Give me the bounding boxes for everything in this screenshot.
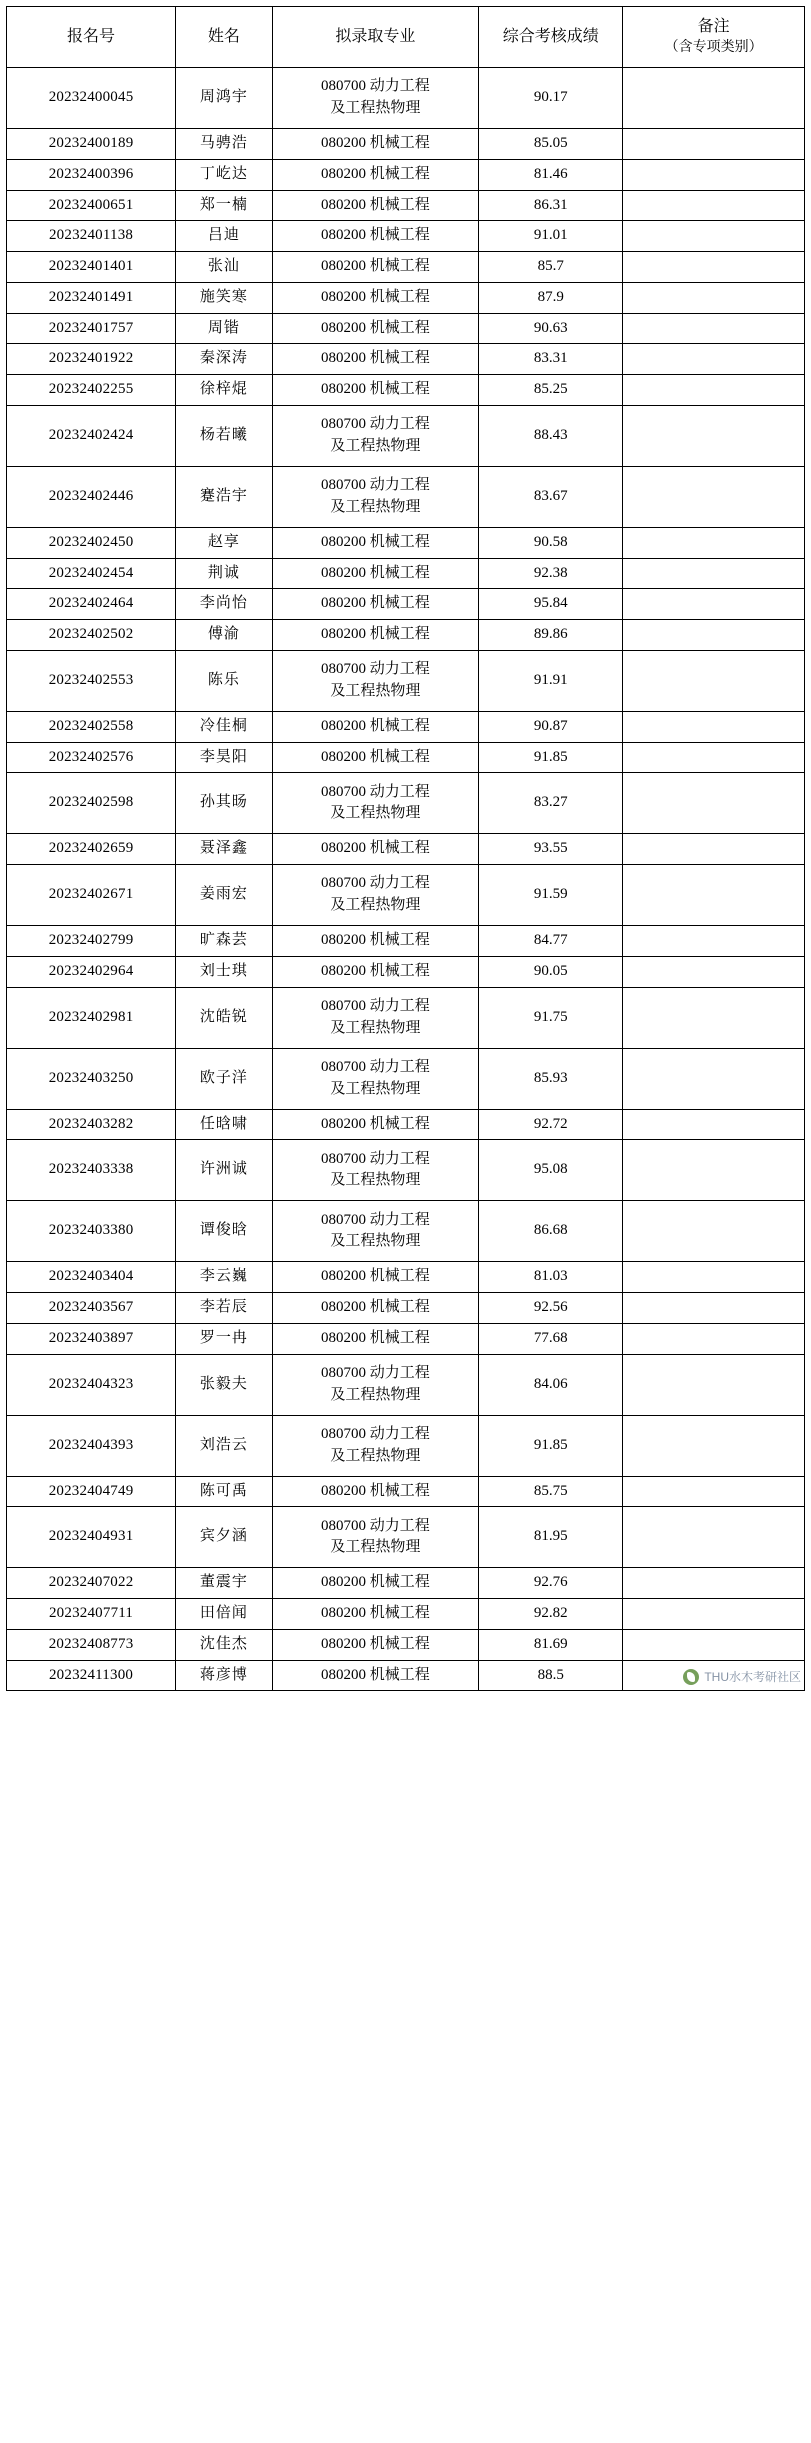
cell-student-name: 谭俊晗: [176, 1201, 272, 1262]
cell-note: [623, 1262, 805, 1293]
table-body: [7, 68, 805, 1691]
table-row: [7, 1262, 805, 1293]
cell-major: 080200 机械工程: [272, 375, 479, 406]
cell-note: [623, 405, 805, 466]
major-line-1: 080700 动力工程: [321, 1517, 430, 1534]
cell-note: [623, 68, 805, 129]
cell-registration-id: 20232402446: [7, 466, 176, 527]
table-row: [7, 1568, 805, 1599]
cell-note: [623, 313, 805, 344]
table-row: [7, 375, 805, 406]
cell-student-name: 马骋浩: [176, 129, 272, 160]
cell-student-name: 董震宇: [176, 1568, 272, 1599]
major-line-2: 及工程热物理: [330, 1172, 421, 1189]
table-row: [7, 773, 805, 834]
cell-student-name: 李尚怡: [176, 589, 272, 620]
cell-note: [623, 1660, 805, 1691]
cell-note: [623, 1629, 805, 1660]
cell-note: [623, 742, 805, 773]
cell-major: 080200 机械工程: [272, 620, 479, 651]
cell-major: 080200 机械工程: [272, 1262, 479, 1293]
cell-registration-id: 20232407022: [7, 1568, 176, 1599]
cell-score: 88.43: [479, 405, 623, 466]
cell-score: 85.25: [479, 375, 623, 406]
cell-major: [272, 1048, 479, 1109]
cell-score: 92.38: [479, 558, 623, 589]
cell-note: [623, 987, 805, 1048]
major-line-1: 080700 动力工程: [321, 875, 430, 892]
table-row: [7, 282, 805, 313]
cell-note: [623, 159, 805, 190]
cell-score: 95.84: [479, 589, 623, 620]
cell-note: [623, 344, 805, 375]
table-row: [7, 405, 805, 466]
table-row: [7, 344, 805, 375]
table-row: [7, 159, 805, 190]
cell-student-name: 沈皓锐: [176, 987, 272, 1048]
major-line-1: 080700 动力工程: [321, 416, 430, 432]
cell-score: 86.31: [479, 190, 623, 221]
table-row: [7, 558, 805, 589]
cell-student-name: 宾夕涵: [176, 1507, 272, 1568]
major-line-1: 080700 动力工程: [321, 1211, 430, 1228]
table-row: [7, 68, 805, 129]
cell-score: 85.7: [479, 252, 623, 283]
cell-registration-id: 20232403380: [7, 1201, 176, 1262]
cell-score: 84.06: [479, 1354, 623, 1415]
cell-student-name: 秦深涛: [176, 344, 272, 375]
major-line-2: 及工程热物理: [330, 100, 421, 116]
table-row: [7, 926, 805, 957]
cell-score: 83.31: [479, 344, 623, 375]
cell-score: 81.03: [479, 1262, 623, 1293]
cell-note: [623, 773, 805, 834]
major-line-1: 080700 动力工程: [321, 477, 430, 493]
cell-note: [623, 1476, 805, 1507]
cell-note: [623, 650, 805, 711]
cell-major: [272, 68, 479, 129]
cell-note: [623, 1354, 805, 1415]
cell-student-name: 旷森芸: [176, 926, 272, 957]
cell-major: 080200 机械工程: [272, 834, 479, 865]
cell-score: 91.85: [479, 1415, 623, 1476]
cell-student-name: 罗一冉: [176, 1323, 272, 1354]
cell-note: [623, 129, 805, 160]
major-line-2: 及工程热物理: [330, 805, 421, 822]
admission-results-table: [6, 6, 805, 1691]
cell-registration-id: 20232401757: [7, 313, 176, 344]
cell-major: [272, 1140, 479, 1201]
cell-note: [623, 956, 805, 987]
cell-major: 080200 机械工程: [272, 159, 479, 190]
cell-student-name: 蹇浩宇: [176, 466, 272, 527]
cell-registration-id: 20232402576: [7, 742, 176, 773]
major-line-1: 080700 动力工程: [321, 1150, 430, 1167]
cell-student-name: 荆诚: [176, 558, 272, 589]
cell-registration-id: 20232404323: [7, 1354, 176, 1415]
cell-score: 90.17: [479, 68, 623, 129]
table-row: [7, 1201, 805, 1262]
cell-score: 92.56: [479, 1293, 623, 1324]
major-line-2: 及工程热物理: [330, 1019, 421, 1036]
cell-registration-id: 20232403567: [7, 1293, 176, 1324]
table-row: [7, 1354, 805, 1415]
cell-major: 080200 机械工程: [272, 1568, 479, 1599]
cell-score: 90.63: [479, 313, 623, 344]
cell-registration-id: 20232402598: [7, 773, 176, 834]
cell-note: [623, 1507, 805, 1568]
column-header-major: 拟录取专业: [272, 7, 479, 68]
cell-major: 080200 机械工程: [272, 956, 479, 987]
table-row: [7, 1629, 805, 1660]
table-row: [7, 589, 805, 620]
table-row: [7, 1293, 805, 1324]
cell-student-name: 杨若曦: [176, 405, 272, 466]
table-row: [7, 1476, 805, 1507]
column-header-note: [623, 7, 805, 68]
cell-registration-id: 20232408773: [7, 1629, 176, 1660]
cell-score: 91.75: [479, 987, 623, 1048]
table-row: [7, 987, 805, 1048]
cell-note: [623, 1201, 805, 1262]
major-line-1: 080700 动力工程: [321, 783, 430, 800]
cell-student-name: 徐梓焜: [176, 375, 272, 406]
cell-major: 080200 机械工程: [272, 282, 479, 313]
cell-note: [623, 190, 805, 221]
table-row: [7, 620, 805, 651]
cell-score: 81.46: [479, 159, 623, 190]
cell-major: 080200 机械工程: [272, 344, 479, 375]
table-row: [7, 956, 805, 987]
cell-registration-id: 20232402671: [7, 865, 176, 926]
cell-registration-id: 20232404931: [7, 1507, 176, 1568]
cell-major: 080200 机械工程: [272, 129, 479, 160]
major-line-2: 及工程热物理: [330, 1386, 421, 1403]
cell-student-name: 任晗啸: [176, 1109, 272, 1140]
table-row: [7, 650, 805, 711]
cell-score: 91.91: [479, 650, 623, 711]
major-line-1: 080700 动力工程: [321, 78, 430, 95]
cell-note: [623, 466, 805, 527]
table-row: [7, 1415, 805, 1476]
cell-score: 85.93: [479, 1048, 623, 1109]
cell-major: 080200 机械工程: [272, 1109, 479, 1140]
major-line-2: 及工程热物理: [330, 437, 421, 454]
cell-score: 81.69: [479, 1629, 623, 1660]
cell-registration-id: 20232404749: [7, 1476, 176, 1507]
cell-student-name: 赵享: [176, 527, 272, 558]
cell-note: [623, 926, 805, 957]
cell-major: 080200 机械工程: [272, 1660, 479, 1691]
cell-student-name: 蒋彦博: [176, 1660, 272, 1691]
major-line-2: 及工程热物理: [330, 682, 421, 699]
cell-major: 080200 机械工程: [272, 926, 479, 957]
cell-score: 90.58: [479, 527, 623, 558]
cell-score: 85.75: [479, 1476, 623, 1507]
cell-major: [272, 1354, 479, 1415]
cell-major: 080200 机械工程: [272, 190, 479, 221]
table-row: [7, 313, 805, 344]
column-header-score: 综合考核成绩: [479, 7, 623, 68]
cell-note: [623, 1415, 805, 1476]
cell-score: 87.9: [479, 282, 623, 313]
cell-score: 81.95: [479, 1507, 623, 1568]
cell-student-name: 田倍闻: [176, 1599, 272, 1630]
cell-major: 080200 机械工程: [272, 589, 479, 620]
cell-score: 85.05: [479, 129, 623, 160]
cell-score: 77.68: [479, 1323, 623, 1354]
cell-registration-id: 20232404393: [7, 1415, 176, 1476]
cell-registration-id: 20232401491: [7, 282, 176, 313]
cell-student-name: 丁屹达: [176, 159, 272, 190]
cell-student-name: 张汕: [176, 252, 272, 283]
cell-student-name: 冷佳桐: [176, 711, 272, 742]
column-header-id: 报名号: [7, 7, 176, 68]
cell-major: [272, 1201, 479, 1262]
cell-major: 080200 机械工程: [272, 742, 479, 773]
cell-registration-id: 20232402799: [7, 926, 176, 957]
cell-registration-id: 20232402659: [7, 834, 176, 865]
cell-registration-id: 20232401138: [7, 221, 176, 252]
cell-major: 080200 机械工程: [272, 711, 479, 742]
cell-student-name: 周锴: [176, 313, 272, 344]
cell-major: 080200 机械工程: [272, 1629, 479, 1660]
cell-major: 080200 机械工程: [272, 252, 479, 283]
cell-student-name: 张毅夫: [176, 1354, 272, 1415]
cell-major: [272, 773, 479, 834]
table-row: [7, 252, 805, 283]
cell-note: [623, 865, 805, 926]
cell-registration-id: 20232400651: [7, 190, 176, 221]
cell-major: 080200 机械工程: [272, 527, 479, 558]
cell-student-name: 刘浩云: [176, 1415, 272, 1476]
cell-major: [272, 1507, 479, 1568]
cell-student-name: 姜雨宏: [176, 865, 272, 926]
cell-note: [623, 527, 805, 558]
cell-student-name: 施笑寒: [176, 282, 272, 313]
cell-registration-id: 20232401401: [7, 252, 176, 283]
cell-registration-id: 20232400396: [7, 159, 176, 190]
table-row: [7, 1660, 805, 1691]
cell-major: 080200 机械工程: [272, 1599, 479, 1630]
cell-major: 080200 机械工程: [272, 221, 479, 252]
cell-note: [623, 252, 805, 283]
cell-registration-id: 20232402502: [7, 620, 176, 651]
major-line-2: 及工程热物理: [330, 897, 421, 913]
table-row: [7, 1599, 805, 1630]
major-line-1: 080700 动力工程: [321, 661, 430, 677]
cell-registration-id: 20232403250: [7, 1048, 176, 1109]
cell-note: [623, 1323, 805, 1354]
cell-student-name: 陈乐: [176, 650, 272, 711]
cell-student-name: 傅渝: [176, 620, 272, 651]
cell-student-name: 吕迪: [176, 221, 272, 252]
cell-registration-id: 20232402255: [7, 375, 176, 406]
table-row: [7, 1140, 805, 1201]
cell-student-name: 沈佳杰: [176, 1629, 272, 1660]
cell-registration-id: 20232402464: [7, 589, 176, 620]
major-line-1: 080700 动力工程: [321, 1425, 430, 1442]
cell-registration-id: 20232401922: [7, 344, 176, 375]
cell-registration-id: 20232407711: [7, 1599, 176, 1630]
major-line-2: 及工程热物理: [330, 1080, 421, 1097]
cell-major: [272, 1415, 479, 1476]
cell-score: 95.08: [479, 1140, 623, 1201]
cell-score: 83.67: [479, 466, 623, 527]
cell-registration-id: 20232403282: [7, 1109, 176, 1140]
cell-score: 93.55: [479, 834, 623, 865]
cell-student-name: 许洲诚: [176, 1140, 272, 1201]
cell-registration-id: 20232402553: [7, 650, 176, 711]
cell-major: 080200 机械工程: [272, 1323, 479, 1354]
major-line-2: 及工程热物理: [330, 498, 421, 515]
table-row: [7, 527, 805, 558]
cell-major: 080200 机械工程: [272, 558, 479, 589]
cell-student-name: 李昊阳: [176, 742, 272, 773]
cell-score: 83.27: [479, 773, 623, 834]
column-header-note-sub: （含专项类别）: [664, 40, 763, 56]
watermark-label: THU水木考研社区: [704, 1670, 801, 1685]
cell-major: [272, 865, 479, 926]
cell-student-name: 聂泽鑫: [176, 834, 272, 865]
cell-student-name: 欧子洋: [176, 1048, 272, 1109]
cell-note: [623, 375, 805, 406]
cell-score: 90.05: [479, 956, 623, 987]
column-header-name: 姓名: [176, 7, 272, 68]
table-row: [7, 1048, 805, 1109]
cell-student-name: 李云巍: [176, 1262, 272, 1293]
cell-score: 86.68: [479, 1201, 623, 1262]
major-line-1: 080700 动力工程: [321, 1058, 430, 1075]
table-row: [7, 190, 805, 221]
cell-student-name: 郑一楠: [176, 190, 272, 221]
cell-registration-id: 20232411300: [7, 1660, 176, 1691]
cell-major: 080200 机械工程: [272, 313, 479, 344]
major-line-2: 及工程热物理: [330, 1233, 421, 1250]
cell-registration-id: 20232402981: [7, 987, 176, 1048]
cell-note: [623, 620, 805, 651]
cell-note: [623, 589, 805, 620]
table-header: [7, 7, 805, 68]
cell-note: [623, 1140, 805, 1201]
cell-note: [623, 221, 805, 252]
cell-score: 89.86: [479, 620, 623, 651]
table-header-row: [7, 7, 805, 68]
table-row: [7, 834, 805, 865]
table-row: [7, 1507, 805, 1568]
column-header-note-main: 备注: [697, 18, 730, 36]
cell-score: 92.76: [479, 1568, 623, 1599]
table-row: [7, 221, 805, 252]
cell-major: [272, 466, 479, 527]
cell-major: [272, 987, 479, 1048]
cell-major: 080200 机械工程: [272, 1476, 479, 1507]
cell-note: [623, 558, 805, 589]
cell-registration-id: 20232402450: [7, 527, 176, 558]
table-row: [7, 129, 805, 160]
cell-note: [623, 282, 805, 313]
cell-registration-id: 20232402964: [7, 956, 176, 987]
cell-registration-id: 20232402424: [7, 405, 176, 466]
cell-score: 91.59: [479, 865, 623, 926]
table-row: [7, 865, 805, 926]
table-row: [7, 1323, 805, 1354]
cell-registration-id: 20232400045: [7, 68, 176, 129]
cell-note: [623, 1599, 805, 1630]
table-row: [7, 1109, 805, 1140]
cell-registration-id: 20232400189: [7, 129, 176, 160]
cell-score: 84.77: [479, 926, 623, 957]
cell-major: 080200 机械工程: [272, 1293, 479, 1324]
cell-student-name: 陈可禹: [176, 1476, 272, 1507]
major-line-1: 080700 动力工程: [321, 1364, 430, 1381]
table-row: [7, 711, 805, 742]
table-row: [7, 742, 805, 773]
cell-registration-id: 20232402454: [7, 558, 176, 589]
cell-score: 88.5: [479, 1660, 623, 1691]
cell-student-name: 周鸿宇: [176, 68, 272, 129]
cell-score: 92.82: [479, 1599, 623, 1630]
cell-student-name: 李若辰: [176, 1293, 272, 1324]
cell-registration-id: 20232402558: [7, 711, 176, 742]
cell-major: [272, 405, 479, 466]
cell-student-name: 刘士琪: [176, 956, 272, 987]
major-line-2: 及工程热物理: [330, 1539, 421, 1556]
cell-note: [623, 1568, 805, 1599]
cell-note: [623, 711, 805, 742]
cell-score: 92.72: [479, 1109, 623, 1140]
cell-registration-id: 20232403897: [7, 1323, 176, 1354]
cell-note: [623, 834, 805, 865]
cell-score: 90.87: [479, 711, 623, 742]
major-line-1: 080700 动力工程: [321, 997, 430, 1014]
cell-major: [272, 650, 479, 711]
cell-note: [623, 1109, 805, 1140]
cell-registration-id: 20232403338: [7, 1140, 176, 1201]
table-row: [7, 466, 805, 527]
cell-score: 91.01: [479, 221, 623, 252]
cell-note: [623, 1048, 805, 1109]
cell-student-name: 孙其旸: [176, 773, 272, 834]
cell-score: 91.85: [479, 742, 623, 773]
major-line-2: 及工程热物理: [330, 1447, 421, 1464]
cell-registration-id: 20232403404: [7, 1262, 176, 1293]
cell-note: [623, 1293, 805, 1324]
